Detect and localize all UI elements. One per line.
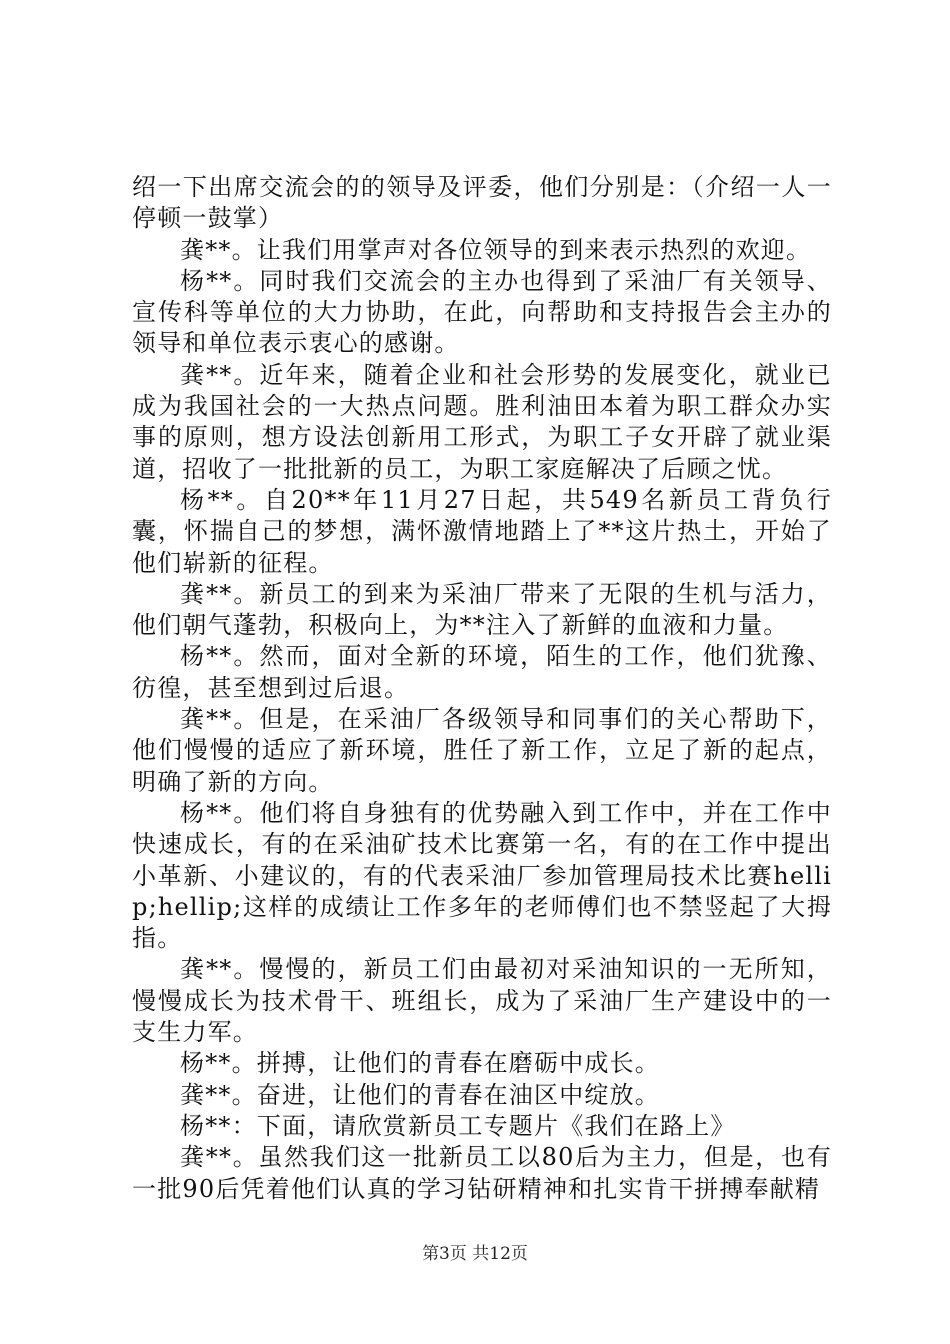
paragraph: 龚**。奋进，让他们的青春在油区中绽放。 bbox=[180, 1080, 660, 1109]
paragraph: 杨**。然而，面对全新的环境，陌生的工作，他们犹豫、彷徨，甚至想到过后退。 bbox=[132, 642, 832, 702]
paragraph: 杨**。拼搏，让他们的青春在磨砺中成长。 bbox=[180, 1049, 660, 1078]
paragraph: 杨**。自20**年11月27日起，共549名新员工背负行囊，怀揣自己的梦想，满怀激情地踏上了**这片热土，开始了他们崭新的征程。 bbox=[132, 485, 832, 577]
paragraph: 龚**。近年来，随着企业和社会形势的发展变化，就业已成为我国社会的一大热点问题。胜利油田本着为职工群众办实事的原则，想方设法创新用工形式，为职工子女开辟了就业渠道，招收了一批批新的员工，为职工家庭解决了后顾之忧。 bbox=[132, 360, 832, 483]
paragraph: 龚**。虽然我们这一批新员工以80后为主力，但是，也有一批90后凭着他们认真的学习钻研精神和扎实肯干拼搏奉献精 bbox=[132, 1143, 832, 1203]
paragraph: 龚**。新员工的到来为采油厂带来了无限的生机与活力，他们朝气蓬勃，积极向上，为**注入了新鲜的血液和力量。 bbox=[132, 579, 832, 640]
paragraph: 杨**。他们将自身独有的优势融入到工作中，并在工作中快速成长，有的在采油矿技术比赛第一名，有的在工作中提出小革新、小建议的，有的代表采油厂参加管理局技术比赛hellip;hellip;这样的成绩让工作多年的老师傅们也不禁竖起了大拇指。 bbox=[132, 798, 832, 953]
document-body bbox=[132, 172, 832, 1205]
paragraph: 龚**。但是，在采油厂各级领导和同事们的关心帮助下，他们慢慢的适应了新环境，胜任了新工作，立足了新的起点，明确了新的方向。 bbox=[132, 705, 832, 796]
paragraph: 龚**。让我们用掌声对各位领导的到来表示热烈的欢迎。 bbox=[180, 235, 812, 264]
page-number-footer: 第3页 共12页 bbox=[422, 1244, 528, 1264]
paragraph: 龚**。慢慢的，新员工们由最初对采油知识的一无所知，慢慢成长为技术骨干、班组长，成为了采油厂生产建设中的一支生力军。 bbox=[132, 955, 832, 1047]
paragraph: 杨**：下面，请欣赏新员工专题片《我们在路上》 bbox=[180, 1111, 736, 1140]
paragraph: 绍一下出席交流会的的领导及评委，他们分别是：（介绍一人一停顿一鼓掌） bbox=[132, 173, 832, 233]
paragraph: 杨**。同时我们交流会的主办也得到了采油厂有关领导、宣传科等单位的大力协助，在此，向帮助和支持报告会主办的领导和单位表示衷心的感谢。 bbox=[132, 266, 832, 358]
